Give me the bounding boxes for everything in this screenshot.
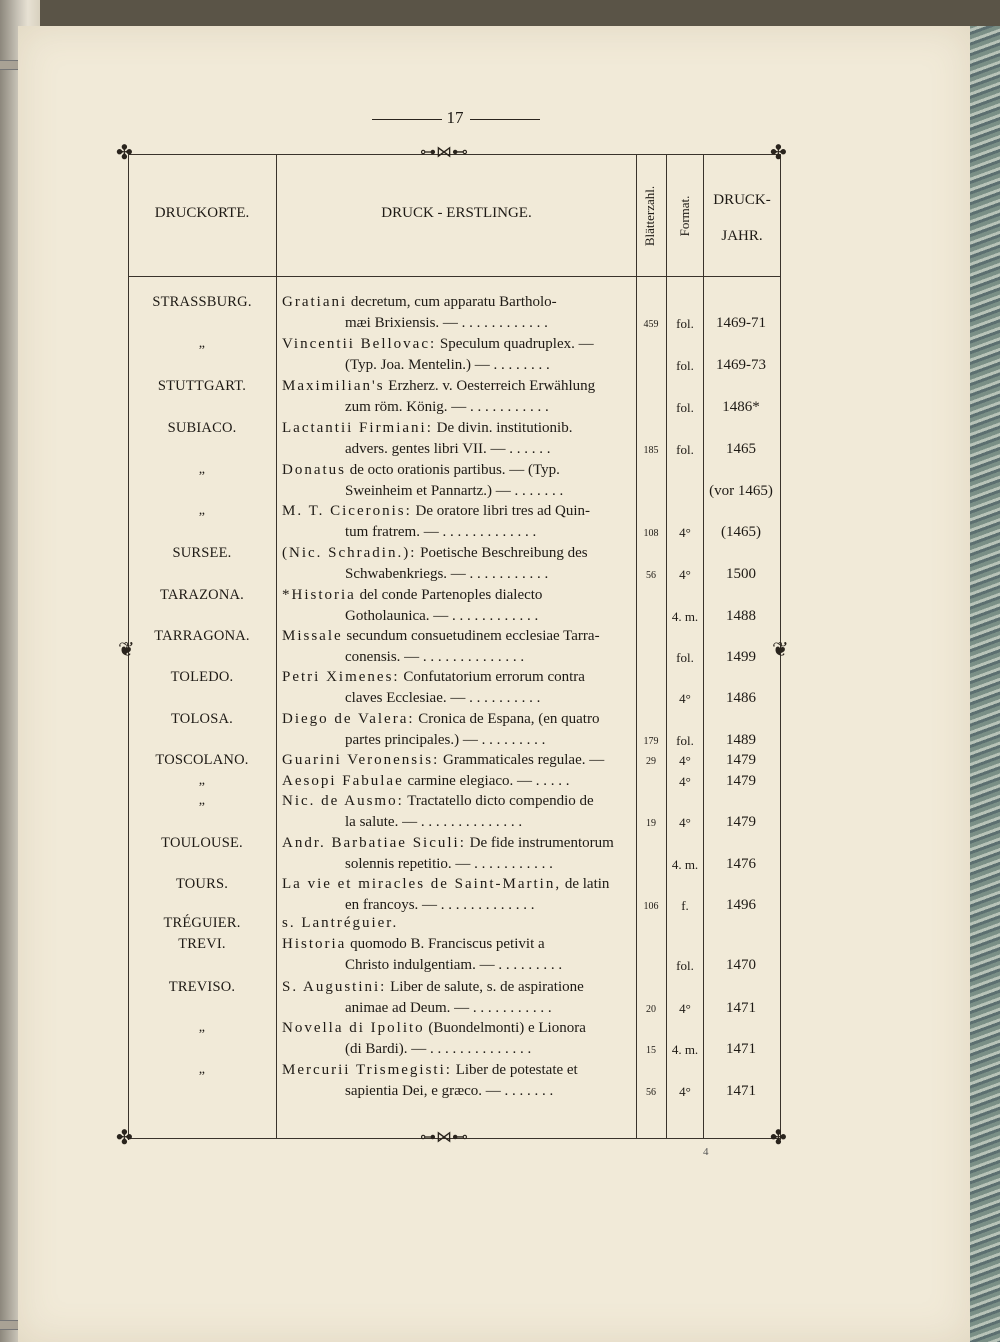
entry-title-line: [282, 420, 634, 437]
entry-title-line: [282, 876, 634, 893]
entry-title-line: [282, 378, 634, 395]
entry-title-continuation: Christo indulgentiam. — . . . . . . . . .: [345, 957, 563, 973]
entry-title-line: [282, 835, 634, 852]
entry-title-continuation: tum fratrem. — . . . . . . . . . . . . .: [345, 524, 537, 540]
entry-title-line: [282, 773, 634, 790]
print-year: 1479: [726, 814, 756, 830]
format-value: fol.: [676, 400, 694, 415]
entry-author: M. T. Ciceronis:: [282, 503, 412, 519]
entry-title-continuation: la salute. — . . . . . . . . . . . . . .: [345, 814, 523, 830]
leaf-count: 179: [643, 736, 659, 747]
place-name: TOSCOLANO.: [155, 752, 249, 768]
entry-author: Gratiani: [282, 294, 348, 310]
leaf-count: 185: [643, 445, 659, 456]
entry-author: s. Lantréguier.: [282, 915, 399, 931]
place-name: „: [198, 1062, 206, 1077]
print-year: 1479: [726, 773, 756, 789]
entry-title-continuation: en francoys. — . . . . . . . . . . . . .: [345, 897, 535, 913]
corner-ornament: ✤: [770, 142, 787, 164]
format-value: 4°: [679, 753, 691, 768]
place-name: SURSEE.: [172, 545, 232, 561]
entry-author: Petri Ximenes:: [282, 669, 400, 685]
entry-title: quomodo B. Franciscus petivit a: [346, 936, 545, 952]
format-value: 4°: [679, 567, 691, 582]
entry-title: Confutatorium errorum contra: [399, 669, 585, 685]
entry-author: Missale: [282, 628, 343, 644]
format-value: 4°: [679, 815, 691, 830]
header-leaves: Blätterzahl.: [642, 185, 657, 247]
print-year: 1470: [726, 957, 756, 973]
entry-title: Cronica de Espana, (en quatro: [414, 711, 600, 727]
entry-title-continuation: partes principales.) — . . . . . . . . .: [345, 732, 546, 748]
entry-title-line: [282, 628, 634, 645]
entry-title: Tractatello dicto compendio de: [403, 793, 594, 809]
format-value: 4°: [679, 691, 691, 706]
entry-title-line: [282, 793, 634, 810]
entry-title-line: [282, 587, 634, 604]
print-year: 1500: [726, 566, 756, 582]
entry-title-line: [282, 545, 634, 562]
column-divider: [636, 154, 637, 1139]
corner-ornament: ✤: [116, 1127, 133, 1149]
entry-title: De fide instrumentorum: [465, 835, 614, 851]
entry-title-line: [282, 979, 634, 996]
header-format: Format.: [677, 195, 692, 237]
format-value: 4. m.: [671, 1042, 699, 1057]
entry-title: Poetische Beschreibung des: [416, 545, 588, 561]
place-name: TOLEDO.: [170, 669, 234, 685]
side-ornament: ❦: [772, 639, 789, 661]
entry-title-continuation: sapientia Dei, e græco. — . . . . . . .: [345, 1083, 554, 1099]
entry-title-continuation: Gotholaunica. — . . . . . . . . . . . .: [345, 608, 539, 624]
leaf-count: 15: [646, 1045, 656, 1056]
entry-author: Guarini Veronensis:: [282, 752, 440, 768]
entry-title-line: [282, 915, 634, 932]
format-value: 4°: [679, 1084, 691, 1099]
entry-title-line: [282, 462, 634, 479]
entry-title-line: [282, 336, 634, 353]
leaf-count: 459: [643, 319, 659, 330]
format-value: fol.: [676, 733, 694, 748]
place-name: STRASSBURG.: [152, 294, 252, 310]
entry-author: *Historia: [282, 587, 356, 603]
place-name: TRÉGUIER.: [163, 915, 241, 931]
place-name: TOLOSA.: [171, 711, 233, 727]
entry-title: (Buondelmonti) e Lionora: [424, 1020, 586, 1036]
entry-title-continuation: (Typ. Joa. Mentelin.) — . . . . . . . .: [345, 357, 550, 373]
entry-title: de octo orationis partibus. — (Typ.: [346, 462, 560, 478]
format-value: 4. m.: [671, 609, 699, 624]
entry-title-continuation: conensis. — . . . . . . . . . . . . . .: [345, 649, 525, 665]
page-number: 17: [446, 108, 464, 127]
print-year: 1489: [726, 732, 756, 748]
format-value: 4°: [679, 774, 691, 789]
place-name: STUTTGART.: [157, 378, 247, 394]
entry-author: Mercurii Trismegisti:: [282, 1062, 452, 1078]
entry-title-continuation: solennis repetitio. — . . . . . . . . . . .: [345, 856, 553, 872]
print-year: 1469-73: [716, 357, 766, 373]
entry-author: Vincentii Bellovac:: [282, 336, 437, 352]
page-number-rule: [372, 119, 442, 120]
entry-title: secundum consuetudinem ecclesiae Tarra-: [342, 628, 600, 644]
header-rule: [128, 276, 780, 277]
entry-title-continuation: Sweinheim et Pannartz.) — . . . . . . .: [345, 483, 564, 499]
print-year: 1479: [726, 752, 756, 768]
print-year: 1476: [726, 856, 756, 872]
page-number-rule: [470, 119, 540, 120]
entry-title-line: [282, 1020, 634, 1037]
place-name: „: [198, 336, 206, 351]
entry-title-continuation: Schwabenkriegs. — . . . . . . . . . . .: [345, 566, 549, 582]
entry-author: Diego de Valera:: [282, 711, 415, 727]
entry-title-line: [282, 711, 634, 728]
leaf-count: 29: [646, 756, 656, 767]
signature-mark: 4: [703, 1146, 709, 1158]
print-year: (vor 1465): [709, 483, 773, 499]
place-name: TREVISO.: [168, 979, 236, 995]
print-year: 1496: [726, 897, 756, 913]
entry-author: Novella di Ipolito: [282, 1020, 425, 1036]
print-year: 1499: [726, 649, 756, 665]
entry-author: Andr. Barbatiae Siculi:: [282, 835, 466, 851]
side-ornament: ❦: [118, 639, 135, 661]
entry-title-line: [282, 1062, 634, 1079]
entry-title: decretum, cum apparatu Bartholo-: [347, 294, 557, 310]
print-year: (1465): [721, 524, 761, 540]
print-year: 1465: [726, 441, 756, 457]
entry-title: Liber de potestate et: [451, 1062, 578, 1078]
entry-title-line: [282, 294, 634, 311]
format-value: fol.: [676, 316, 694, 331]
entry-title-line: [282, 669, 634, 686]
place-name: „: [198, 1020, 206, 1035]
entry-author: (Nic. Schradin.):: [282, 545, 417, 561]
place-name: TARAZONA.: [159, 587, 244, 603]
format-value: fol.: [676, 358, 694, 373]
print-year: 1488: [726, 608, 756, 624]
entry-title: De divin. institutionib.: [432, 420, 573, 436]
column-divider: [276, 154, 277, 1139]
format-value: 4°: [679, 1001, 691, 1016]
format-value: fol.: [676, 650, 694, 665]
corner-ornament: ✤: [770, 1127, 787, 1149]
place-name: TOULOUSE.: [161, 835, 243, 851]
place-name: „: [198, 462, 206, 477]
leaf-count: 106: [643, 901, 659, 912]
place-name: TARRAGONA.: [154, 628, 250, 644]
leaf-count: 20: [646, 1004, 656, 1015]
print-year: 1486: [726, 690, 756, 706]
entry-title-line: [282, 936, 634, 953]
entry-title: Grammaticales regulae. —: [439, 752, 605, 768]
entry-title-line: [282, 503, 634, 520]
place-name: TOURS.: [175, 876, 229, 892]
entry-title: Erzherz. v. Oesterreich Erwählung: [384, 378, 596, 394]
place-name: SUBIACO.: [167, 420, 237, 436]
entry-title-continuation: mæi Brixiensis. — . . . . . . . . . . . .: [345, 315, 548, 331]
entry-title: Speculum quadruplex. —: [436, 336, 594, 352]
format-value: f.: [681, 898, 689, 913]
format-value: fol.: [676, 442, 694, 457]
entry-title: carmine elegiaco. — . . . . .: [403, 773, 570, 789]
format-value: fol.: [676, 958, 694, 973]
leaf-count: 56: [646, 1087, 656, 1098]
entry-title-continuation: animae ad Deum. — . . . . . . . . . . .: [345, 1000, 552, 1016]
header-works: DRUCK - ERSTLINGE.: [381, 205, 532, 221]
print-year: 1471: [726, 1041, 756, 1057]
entry-author: Historia: [282, 936, 347, 952]
place-name: „: [198, 503, 206, 518]
header-year-line2: JAHR.: [721, 228, 763, 244]
print-year: 1471: [726, 1000, 756, 1016]
entry-title: Liber de salute, s. de aspiratione: [386, 979, 584, 995]
entry-author: Lactantii Firmiani:: [282, 420, 433, 436]
entry-author: S. Augustini:: [282, 979, 387, 995]
leaf-count: 108: [643, 528, 659, 539]
entry-title: De oratore libri tres ad Quin-: [411, 503, 591, 519]
entry-author: La vie et miracles de Saint-Martin,: [282, 876, 562, 892]
entry-title: del conde Partenoples dialecto: [355, 587, 543, 603]
center-ornament: ⊶⋈⊷: [420, 1129, 468, 1146]
print-year: 1471: [726, 1083, 756, 1099]
format-value: 4. m.: [671, 857, 699, 872]
place-name: „: [198, 793, 206, 808]
entry-title-continuation: advers. gentes libri VII. — . . . . . .: [345, 441, 551, 457]
print-year: 1469-71: [716, 315, 766, 331]
column-divider: [666, 154, 667, 1139]
entry-title-continuation: claves Ecclesiae. — . . . . . . . . . .: [345, 690, 541, 706]
entry-author: Maximilian's: [282, 378, 385, 394]
format-value: 4°: [679, 525, 691, 540]
corner-ornament: ✤: [116, 142, 133, 164]
entry-author: Aesopi Fabulae: [282, 773, 404, 789]
entry-author: Nic. de Ausmo:: [282, 793, 404, 809]
entry-title-continuation: (di Bardi). — . . . . . . . . . . . . . .: [345, 1041, 532, 1057]
entry-author: Donatus: [282, 462, 346, 478]
entry-title-continuation: zum röm. König. — . . . . . . . . . . .: [345, 399, 549, 415]
entry-title: de latin: [561, 876, 610, 892]
marbled-edge: [966, 26, 1000, 1342]
header-year-line1: DRUCK-: [713, 192, 771, 208]
entry-title-line: [282, 752, 634, 769]
place-name: TREVI.: [178, 936, 226, 952]
center-ornament: ⊶⋈⊷: [420, 144, 468, 161]
header-places: DRUCKORTE.: [154, 205, 250, 221]
column-divider: [703, 154, 704, 1139]
leaf-count: 56: [646, 570, 656, 581]
print-year: 1486*: [722, 399, 760, 415]
place-name: „: [198, 773, 206, 788]
leaf-count: 19: [646, 818, 656, 829]
